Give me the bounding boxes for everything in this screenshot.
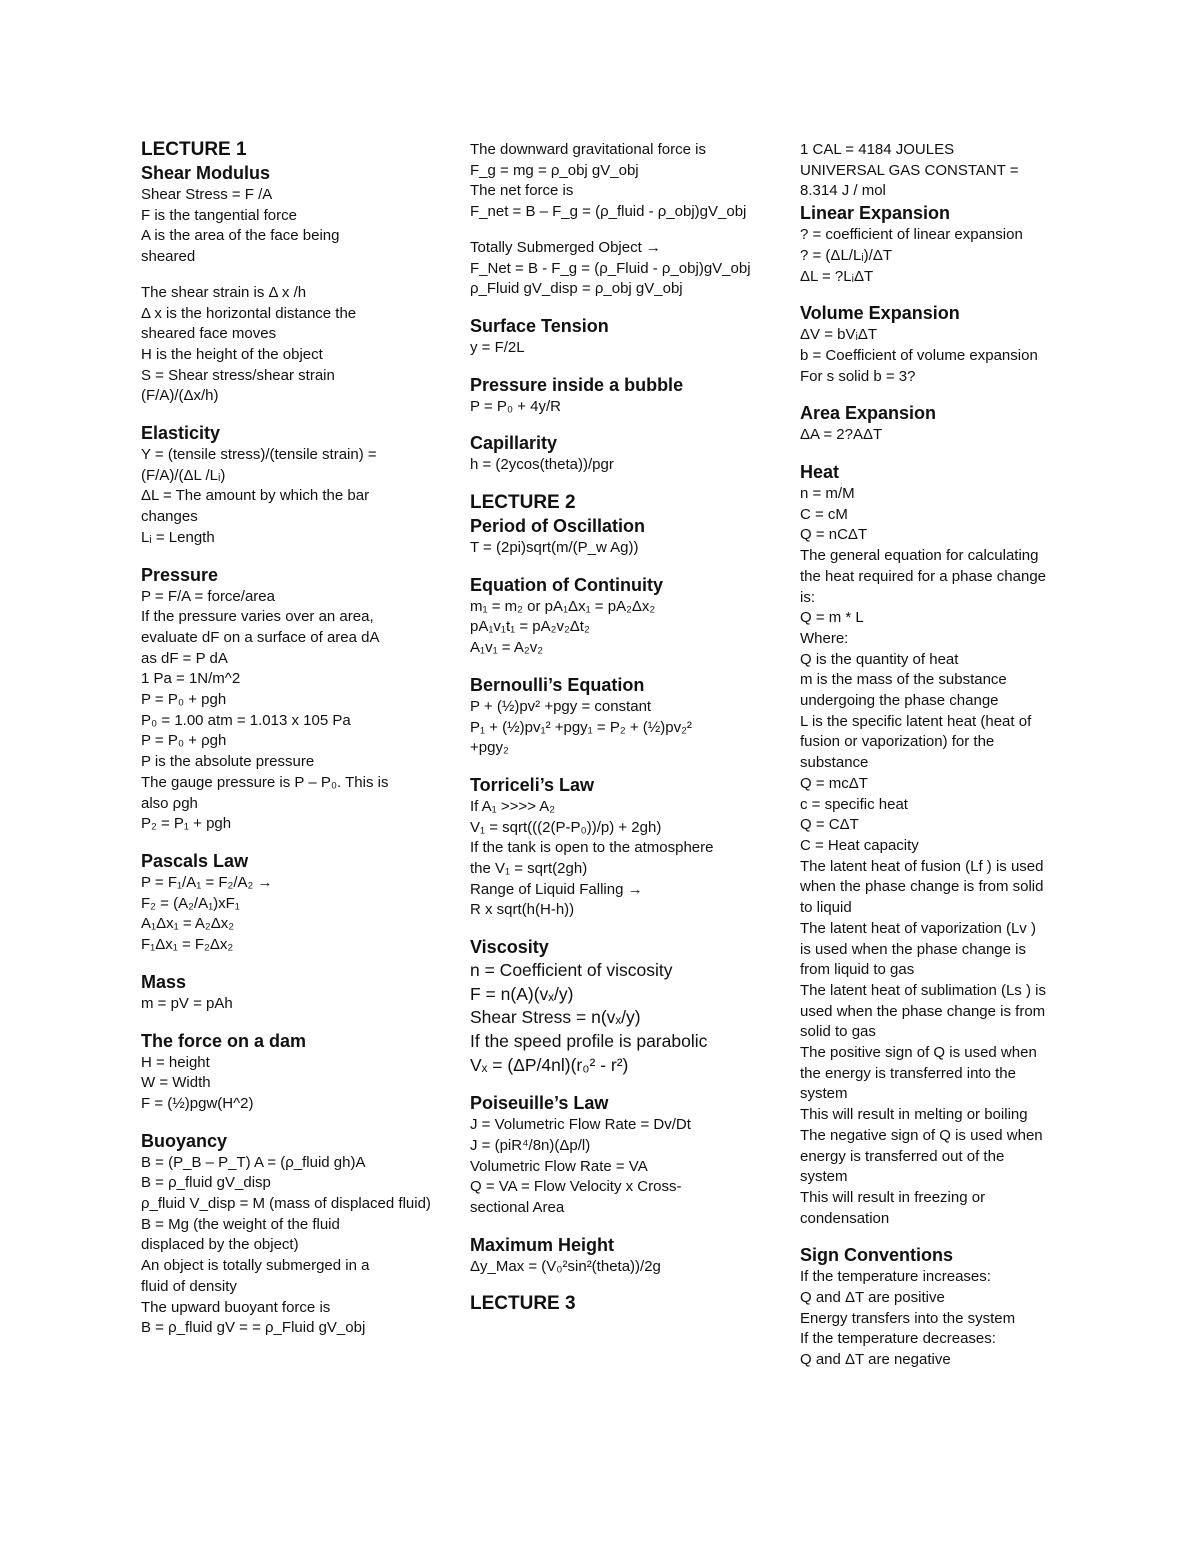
- note-line: A₁v₁ = A₂v₂: [470, 639, 544, 657]
- note-line: sheared face moves: [141, 325, 277, 343]
- note-line: B = Mg (the weight of the fluid: [141, 1215, 340, 1233]
- note-line: The general equation for calculating: [800, 547, 1039, 565]
- section-heading: Elasticity: [141, 423, 221, 444]
- paragraph-gap: [800, 287, 1070, 302]
- section-heading: Torriceli’s Law: [470, 774, 595, 795]
- note-line: ρ_Fluid gV_disp = ρ_obj gV_obj: [470, 280, 683, 298]
- note-line: The latent heat of sublimation (Ls ) is: [800, 981, 1046, 999]
- note-line: Q = mcΔT: [800, 774, 868, 792]
- note-line: J = (piR⁴/8n)(Δp/l): [470, 1136, 591, 1154]
- note-line: 8.314 J / mol: [800, 182, 886, 200]
- note-line: P₀ = 1.00 atm = 1.013 x 105 Pa: [141, 711, 351, 729]
- note-line: T = (2pi)sqrt(m/(P_w Ag)): [470, 539, 639, 557]
- note-line: P₂ = P₁ + pgh: [141, 815, 232, 833]
- note-line: W = Width: [141, 1074, 211, 1092]
- section-heading: Viscosity: [470, 937, 549, 958]
- note-line: m = pV = pAh: [141, 994, 233, 1012]
- note-line: Q = m * L: [800, 609, 864, 627]
- note-line: If the pressure varies over an area,: [141, 608, 374, 626]
- paragraph-gap: [141, 1115, 441, 1130]
- note-line: If the speed profile is parabolic: [470, 1030, 708, 1051]
- paragraph-gap: [470, 1277, 770, 1292]
- note-line: condensation: [800, 1209, 890, 1227]
- note-line: ρ_fluid V_disp = M (mass of displaced fluid): [141, 1195, 431, 1213]
- note-line: ΔL = The amount by which the bar: [141, 487, 370, 505]
- paragraph-gap: [470, 759, 770, 774]
- note-line: Q and ΔT are negative: [800, 1351, 951, 1369]
- note-line: F_Net = B - F_g = (ρ_Fluid - ρ_obj)gV_obj: [470, 259, 751, 277]
- note-line: n = Coefficient of viscosity: [470, 960, 673, 981]
- paragraph-gap: [800, 387, 1070, 402]
- note-line: B = ρ_fluid gV = = ρ_Fluid gV_obj: [141, 1319, 366, 1337]
- section-heading: Sign Conventions: [800, 1245, 953, 1266]
- note-line: is used when the phase change is: [800, 940, 1026, 958]
- note-line: Energy transfers into the system: [800, 1309, 1016, 1327]
- note-line: The shear strain is Δ x /h: [141, 283, 307, 301]
- note-line: 1 Pa = 1N/m^2: [141, 670, 241, 688]
- note-line: n = m/M: [800, 485, 855, 503]
- paragraph-gap: [800, 1229, 1070, 1244]
- paragraph-gap: [470, 359, 770, 374]
- note-line: Q = VA = Flow Velocity x Cross-: [470, 1178, 682, 1196]
- section-heading: Shear Modulus: [141, 163, 271, 183]
- note-line: system: [800, 1085, 848, 1103]
- paragraph-gap: [470, 559, 770, 574]
- note-line: 1 CAL = 4184 JOULES: [800, 141, 955, 158]
- section-heading: Maximum Height: [470, 1234, 615, 1255]
- note-line: R x sqrt(h(H-h)): [470, 901, 575, 919]
- lecture-title: LECTURE 3: [470, 1293, 576, 1315]
- section-heading: Volume Expansion: [800, 303, 960, 324]
- note-line: undergoing the phase change: [800, 692, 999, 710]
- note-line: ΔV = bVᵢΔT: [800, 326, 878, 344]
- note-line: F = (½)pgw(H^2): [141, 1094, 254, 1112]
- note-line: Q = nCΔT: [800, 526, 868, 544]
- paragraph-gap: [470, 659, 770, 674]
- note-line: when the phase change is from solid: [800, 878, 1044, 896]
- note-line: h = (2ycos(theta))/pgr: [470, 456, 614, 474]
- note-line: If the tank is open to the atmosphere: [470, 839, 714, 857]
- note-line: y = F/2L: [470, 338, 525, 356]
- paragraph-gap: [470, 417, 770, 432]
- note-line: The upward buoyant force is: [141, 1298, 331, 1316]
- note-line: P = P₀ + 4y/R: [470, 397, 561, 415]
- note-line: Volumetric Flow Rate = VA: [470, 1157, 648, 1175]
- note-line: fluid of density: [141, 1277, 237, 1295]
- note-line: solid to gas: [800, 1023, 876, 1041]
- note-line: also ρgh: [141, 794, 198, 812]
- notes-column-1: [141, 138, 441, 1339]
- note-line: substance: [800, 754, 869, 772]
- paragraph-gap: [470, 921, 770, 936]
- note-line: displaced by the object): [141, 1236, 299, 1254]
- note-line: ? = coefficient of linear expansion: [800, 226, 1023, 244]
- section-heading: Mass: [141, 971, 187, 992]
- note-line: H = height: [141, 1053, 210, 1071]
- note-line: system: [800, 1168, 848, 1186]
- note-line: The net force is: [470, 182, 574, 200]
- note-line: P₁ + (½)pv₁² +pgy₁ = P₂ + (½)pv₂²: [470, 718, 692, 736]
- section-heading: Pascals Law: [141, 850, 249, 871]
- note-line: The latent heat of fusion (Lf ) is used: [800, 857, 1044, 875]
- note-line: Lᵢ = Length: [141, 528, 215, 546]
- note-line: L is the specific latent heat (heat of: [800, 712, 1032, 730]
- note-line: V₁ = sqrt(((2(P-P₀))/p) + 2gh): [470, 818, 662, 836]
- note-line: P = P₀ + ρgh: [141, 732, 227, 750]
- paragraph-gap: [141, 268, 441, 283]
- section-heading: Surface Tension: [470, 315, 609, 336]
- note-line: If A₁ >>>> A₂: [470, 797, 556, 815]
- note-line: (F/A)/(ΔL /Lᵢ): [141, 466, 226, 484]
- note-line: A₁Δx₁ = A₂Δx₂: [141, 915, 235, 933]
- note-line: B = (P_B – P_T) A = (ρ_fluid gh)A: [141, 1153, 366, 1171]
- note-line: the V₁ = sqrt(2gh): [470, 860, 588, 878]
- section-heading: Capillarity: [470, 433, 558, 454]
- paragraph-gap: [470, 1077, 770, 1092]
- note-line: The latent heat of vaporization (Lv ): [800, 919, 1036, 937]
- note-line: A is the area of the face being: [141, 227, 340, 245]
- note-line: Q is the quantity of heat: [800, 650, 959, 668]
- note-line: F_net = B – F_g = (ρ_fluid - ρ_obj)gV_obj: [470, 203, 747, 221]
- note-line: F is the tangential force: [141, 206, 297, 224]
- section-heading: Heat: [800, 462, 840, 483]
- note-line: the heat required for a phase change: [800, 567, 1047, 585]
- note-line: ΔA = 2?AΔT: [800, 426, 883, 444]
- note-line: For s solid b = 3?: [800, 367, 916, 385]
- section-heading: Pressure inside a bubble: [470, 374, 684, 395]
- note-line: from liquid to gas: [800, 961, 915, 979]
- notes-column-3: [800, 140, 1070, 1371]
- note-line: Δy_Max = (V₀²sin²(theta))/2g: [470, 1257, 661, 1275]
- section-heading: Linear Expansion: [800, 203, 951, 224]
- note-line: If the temperature decreases:: [800, 1330, 996, 1348]
- paragraph-gap: [470, 300, 770, 315]
- paragraph-gap: [141, 549, 441, 564]
- note-line: to liquid: [800, 899, 852, 917]
- note-line: F₁Δx₁ = F₂Δx₂: [141, 936, 234, 954]
- note-line: P + (½)pv² +pgy = constant: [470, 697, 652, 715]
- note-line: UNIVERSAL GAS CONSTANT =: [800, 161, 1019, 179]
- note-line: Y = (tensile stress)/(tensile strain) =: [141, 446, 377, 464]
- note-line: used when the phase change is from: [800, 1002, 1046, 1020]
- note-line: The negative sign of Q is used when: [800, 1126, 1043, 1144]
- lecture-title: LECTURE 2: [470, 492, 576, 514]
- note-line: Shear Stress = F /A: [141, 186, 273, 203]
- note-line: H is the height of the object: [141, 345, 323, 363]
- note-line: Totally Submerged Object →: [470, 238, 661, 256]
- note-line: F = n(A)(vₓ/y): [470, 983, 574, 1004]
- note-line: J = Volumetric Flow Rate = Dv/Dt: [470, 1116, 691, 1134]
- note-line: as dF = P dA: [141, 649, 228, 667]
- paragraph-gap: [470, 223, 770, 238]
- note-line: If the temperature increases:: [800, 1268, 991, 1286]
- note-line: Range of Liquid Falling →: [470, 880, 643, 898]
- paragraph-gap: [141, 407, 441, 422]
- note-line: +pgy₂: [470, 739, 509, 757]
- note-line: C = cM: [800, 505, 848, 523]
- section-heading: Buoyancy: [141, 1130, 228, 1151]
- section-heading: Equation of Continuity: [470, 574, 663, 595]
- section-heading: The force on a dam: [141, 1030, 307, 1051]
- paragraph-gap: [470, 476, 770, 491]
- note-line: energy is transferred out of the: [800, 1147, 1005, 1165]
- note-line: The downward gravitational force is: [470, 141, 706, 158]
- note-line: b = Coefficient of volume expansion: [800, 346, 1038, 364]
- note-line: C = Heat capacity: [800, 836, 919, 854]
- note-line: Shear Stress = n(vₓ/y): [470, 1007, 641, 1028]
- note-line: The positive sign of Q is used when: [800, 1044, 1037, 1062]
- note-line: P = P₀ + pgh: [141, 691, 227, 709]
- note-line: This will result in freezing or: [800, 1188, 986, 1206]
- paragraph-gap: [800, 446, 1070, 461]
- note-line: sectional Area: [470, 1198, 565, 1216]
- note-line: pA₁v₁t₁ = pA₂v₂Δt₂: [470, 618, 590, 636]
- note-line: P is the absolute pressure: [141, 753, 315, 771]
- note-line: changes: [141, 508, 198, 526]
- note-line: P = F/A = force/area: [141, 587, 275, 605]
- note-line: the energy is transferred into the: [800, 1064, 1016, 1082]
- note-line: Q and ΔT are positive: [800, 1289, 945, 1307]
- paragraph-gap: [470, 1219, 770, 1234]
- note-line: is:: [800, 588, 815, 606]
- note-line: Vₓ = (ΔP/4nl)(r₀² - r²): [470, 1054, 629, 1075]
- note-line: fusion or vaporization) for the: [800, 733, 995, 751]
- note-line: P = F₁/A₁ = F₂/A₂ →: [141, 873, 273, 891]
- note-line: c = specific heat: [800, 795, 908, 813]
- note-line: (F/A)/(Δx/h): [141, 387, 219, 405]
- note-line: Q = CΔT: [800, 816, 859, 834]
- section-heading: Poiseuille’s Law: [470, 1093, 609, 1114]
- section-heading: Pressure: [141, 564, 219, 585]
- note-line: This will result in melting or boiling: [800, 1106, 1028, 1124]
- paragraph-gap: [141, 1015, 441, 1030]
- section-heading: Period of Oscillation: [470, 516, 646, 537]
- note-line: sheared: [141, 248, 196, 266]
- paragraph-gap: [141, 956, 441, 971]
- note-line: S = Shear stress/shear strain: [141, 366, 335, 384]
- note-line: F_g = mg = ρ_obj gV_obj: [470, 161, 639, 179]
- note-line: B = ρ_fluid gV_disp: [141, 1174, 271, 1192]
- note-line: evaluate dF on a surface of area dA: [141, 628, 380, 646]
- note-line: The gauge pressure is P – P₀. This is: [141, 773, 389, 791]
- note-line: m₁ = m₂ or pA₁Δx₁ = pA₂Δx₂: [470, 597, 656, 615]
- note-line: Where:: [800, 629, 849, 647]
- note-line: m is the mass of the substance: [800, 671, 1007, 689]
- lecture-title: LECTURE 1: [141, 139, 247, 160]
- note-line: An object is totally submerged in a: [141, 1257, 370, 1275]
- paragraph-gap: [141, 835, 441, 850]
- section-heading: Area Expansion: [800, 403, 937, 424]
- notes-column-2: [470, 140, 770, 1316]
- section-heading: Bernoulli’s Equation: [470, 674, 645, 695]
- note-line: ΔL = ?LᵢΔT: [800, 267, 874, 285]
- note-line: F₂ = (A₂/A₁)xF₁: [141, 894, 240, 912]
- note-line: Δ x is the horizontal distance the: [141, 304, 357, 322]
- note-line: ? = (ΔL/Lᵢ)/ΔT: [800, 246, 893, 264]
